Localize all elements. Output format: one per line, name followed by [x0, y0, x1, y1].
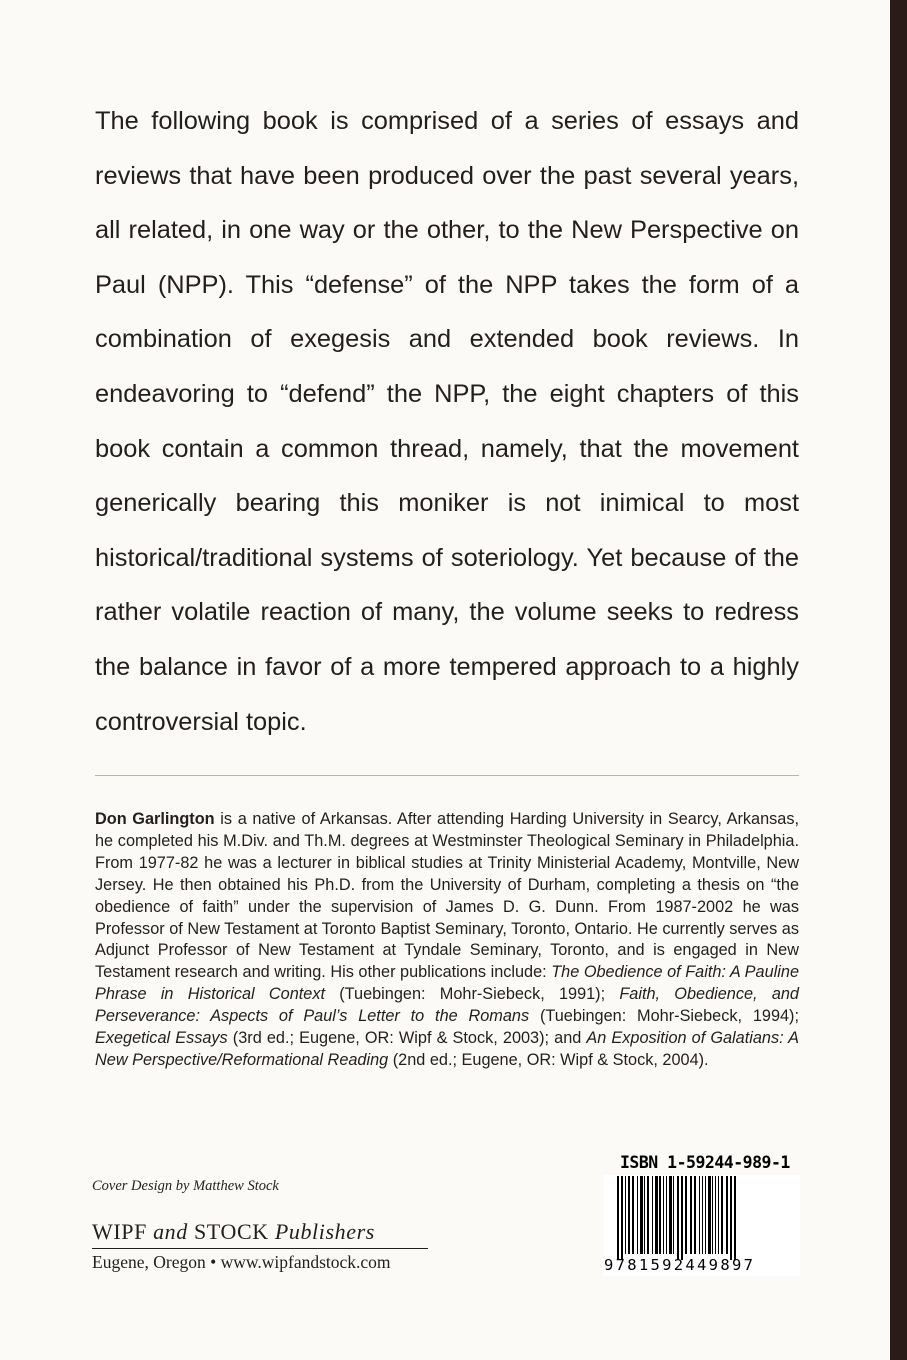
- bio-text-1: is a native of Arkansas. After attending Harding University in Searcy, Arkansas, he completed his M.Div. and Th.M. degrees at Westminster Theological Seminary in Philadelphia. From 1977-82 he was a lecturer in biblical studies at Trinity Ministerial Academy, Montville, New Jersey. He then obtained his Ph.D. from the University of Durham, completing a thesis on “the obedience of faith” under the supervision of James D. G. Dunn. From 1987-2002 he was Professor of New Testament at Toronto Baptist Seminary, Toronto, Ontario. He currently serves as Adjunct Professor of New Testament at Tyndale Seminary, Toronto, and is engaged in New Testament research and writing. His other publications include:: [95, 810, 799, 982]
- barcode-bar: [677, 1176, 679, 1260]
- barcode-bar: [647, 1176, 649, 1254]
- barcode-bar: [712, 1176, 713, 1254]
- book-description: The following book is comprised of a series of essays and reviews that have been produced over the past several years, all related, in one way or the other, to the New Perspective on Paul (NPP). This “defense” of the NPP takes the form of a combination of exegesis and extended book reviews. In endeavoring to “defend” the NPP, the eight chapters of this book contain a common thread, namely, that the movement generically bearing this moniker is not inimical to most historical/traditional systems of soteriology. Yet because of the rather volatile reaction of many, the volume seeks to redress the balance in favor of a more tempered approach to a highly controversial topic.: [95, 107, 799, 736]
- bio-text-3: (Tuebingen: Mohr-Siebeck, 1994);: [529, 1007, 799, 1026]
- publication-title-4: An Exposition of Galatians: A New Perspective/Reformational Reading: [95, 1029, 799, 1069]
- barcode-bar: [730, 1176, 732, 1260]
- bio-text-5: (2nd ed.; Eugene, OR: Wipf & Stock, 2004).: [388, 1050, 709, 1069]
- barcode-bar: [685, 1176, 687, 1254]
- barcode-bar: [673, 1176, 674, 1254]
- barcode-bar: [655, 1176, 658, 1254]
- book-spine-edge: [890, 0, 907, 1360]
- barcode-bar: [621, 1176, 623, 1260]
- author-name: Don Garlington: [95, 810, 215, 828]
- publisher-name: [92, 1219, 428, 1249]
- barcode-bar: [715, 1176, 716, 1254]
- cover-design-credit: Cover Design by Matthew Stock: [92, 1178, 279, 1194]
- bio-text-2: (Tuebingen: Mohr-Siebeck, 1991);: [325, 985, 620, 1004]
- barcode-bar: [718, 1176, 719, 1254]
- barcode-bar: [721, 1176, 723, 1254]
- barcode-bar: [625, 1176, 626, 1254]
- isbn-label: ISBN 1-59244-989-1: [620, 1153, 790, 1172]
- barcode-bar: [632, 1176, 634, 1254]
- barcode-bar: [690, 1176, 692, 1254]
- barcode-bar: [644, 1176, 645, 1254]
- section-divider: [95, 775, 799, 776]
- barcode-icon: [617, 1176, 800, 1260]
- barcode-bar: [666, 1176, 667, 1254]
- barcode-bar: [669, 1176, 672, 1254]
- barcode-bar: [694, 1176, 696, 1254]
- barcode-bar: [652, 1176, 653, 1254]
- barcode-bar: [702, 1176, 703, 1254]
- barcode-bar: [663, 1176, 664, 1254]
- barcode-bar: [637, 1176, 638, 1254]
- barcode-bar: [617, 1176, 619, 1260]
- publisher-name-publishers: Publishers: [274, 1219, 375, 1244]
- publication-title-2: Faith, Obedience, and Perseverance: Aspects of Paul’s Letter to the Romans: [95, 985, 799, 1026]
- barcode-bar: [705, 1176, 706, 1254]
- publisher-name-and: and: [153, 1219, 188, 1244]
- publication-title-3: Exegetical Essays: [95, 1029, 228, 1048]
- publisher-name-stock: STOCK: [187, 1219, 275, 1244]
- ean-number: 9781592449897: [604, 1256, 756, 1274]
- barcode-bar: [640, 1176, 643, 1254]
- bio-text-4: (3rd ed.; Eugene, OR: Wipf & Stock, 2003); and: [227, 1029, 587, 1048]
- barcode-bar: [681, 1176, 683, 1260]
- publisher-location: Eugene, Oregon • www.wipfandstock.com: [92, 1252, 391, 1272]
- publisher-name-wipf: WIPF: [92, 1219, 154, 1244]
- publication-title-1: The Obedience of Faith: A Pauline Phrase in Historical Context: [95, 963, 799, 1004]
- barcode-bar: [699, 1176, 700, 1254]
- barcode-bar: [734, 1176, 736, 1260]
- barcode-bar: [628, 1176, 630, 1254]
- barcode-bar: [659, 1176, 661, 1254]
- author-bio: [95, 809, 799, 1072]
- barcode-bar: [726, 1176, 728, 1254]
- barcode-bar: [708, 1176, 711, 1254]
